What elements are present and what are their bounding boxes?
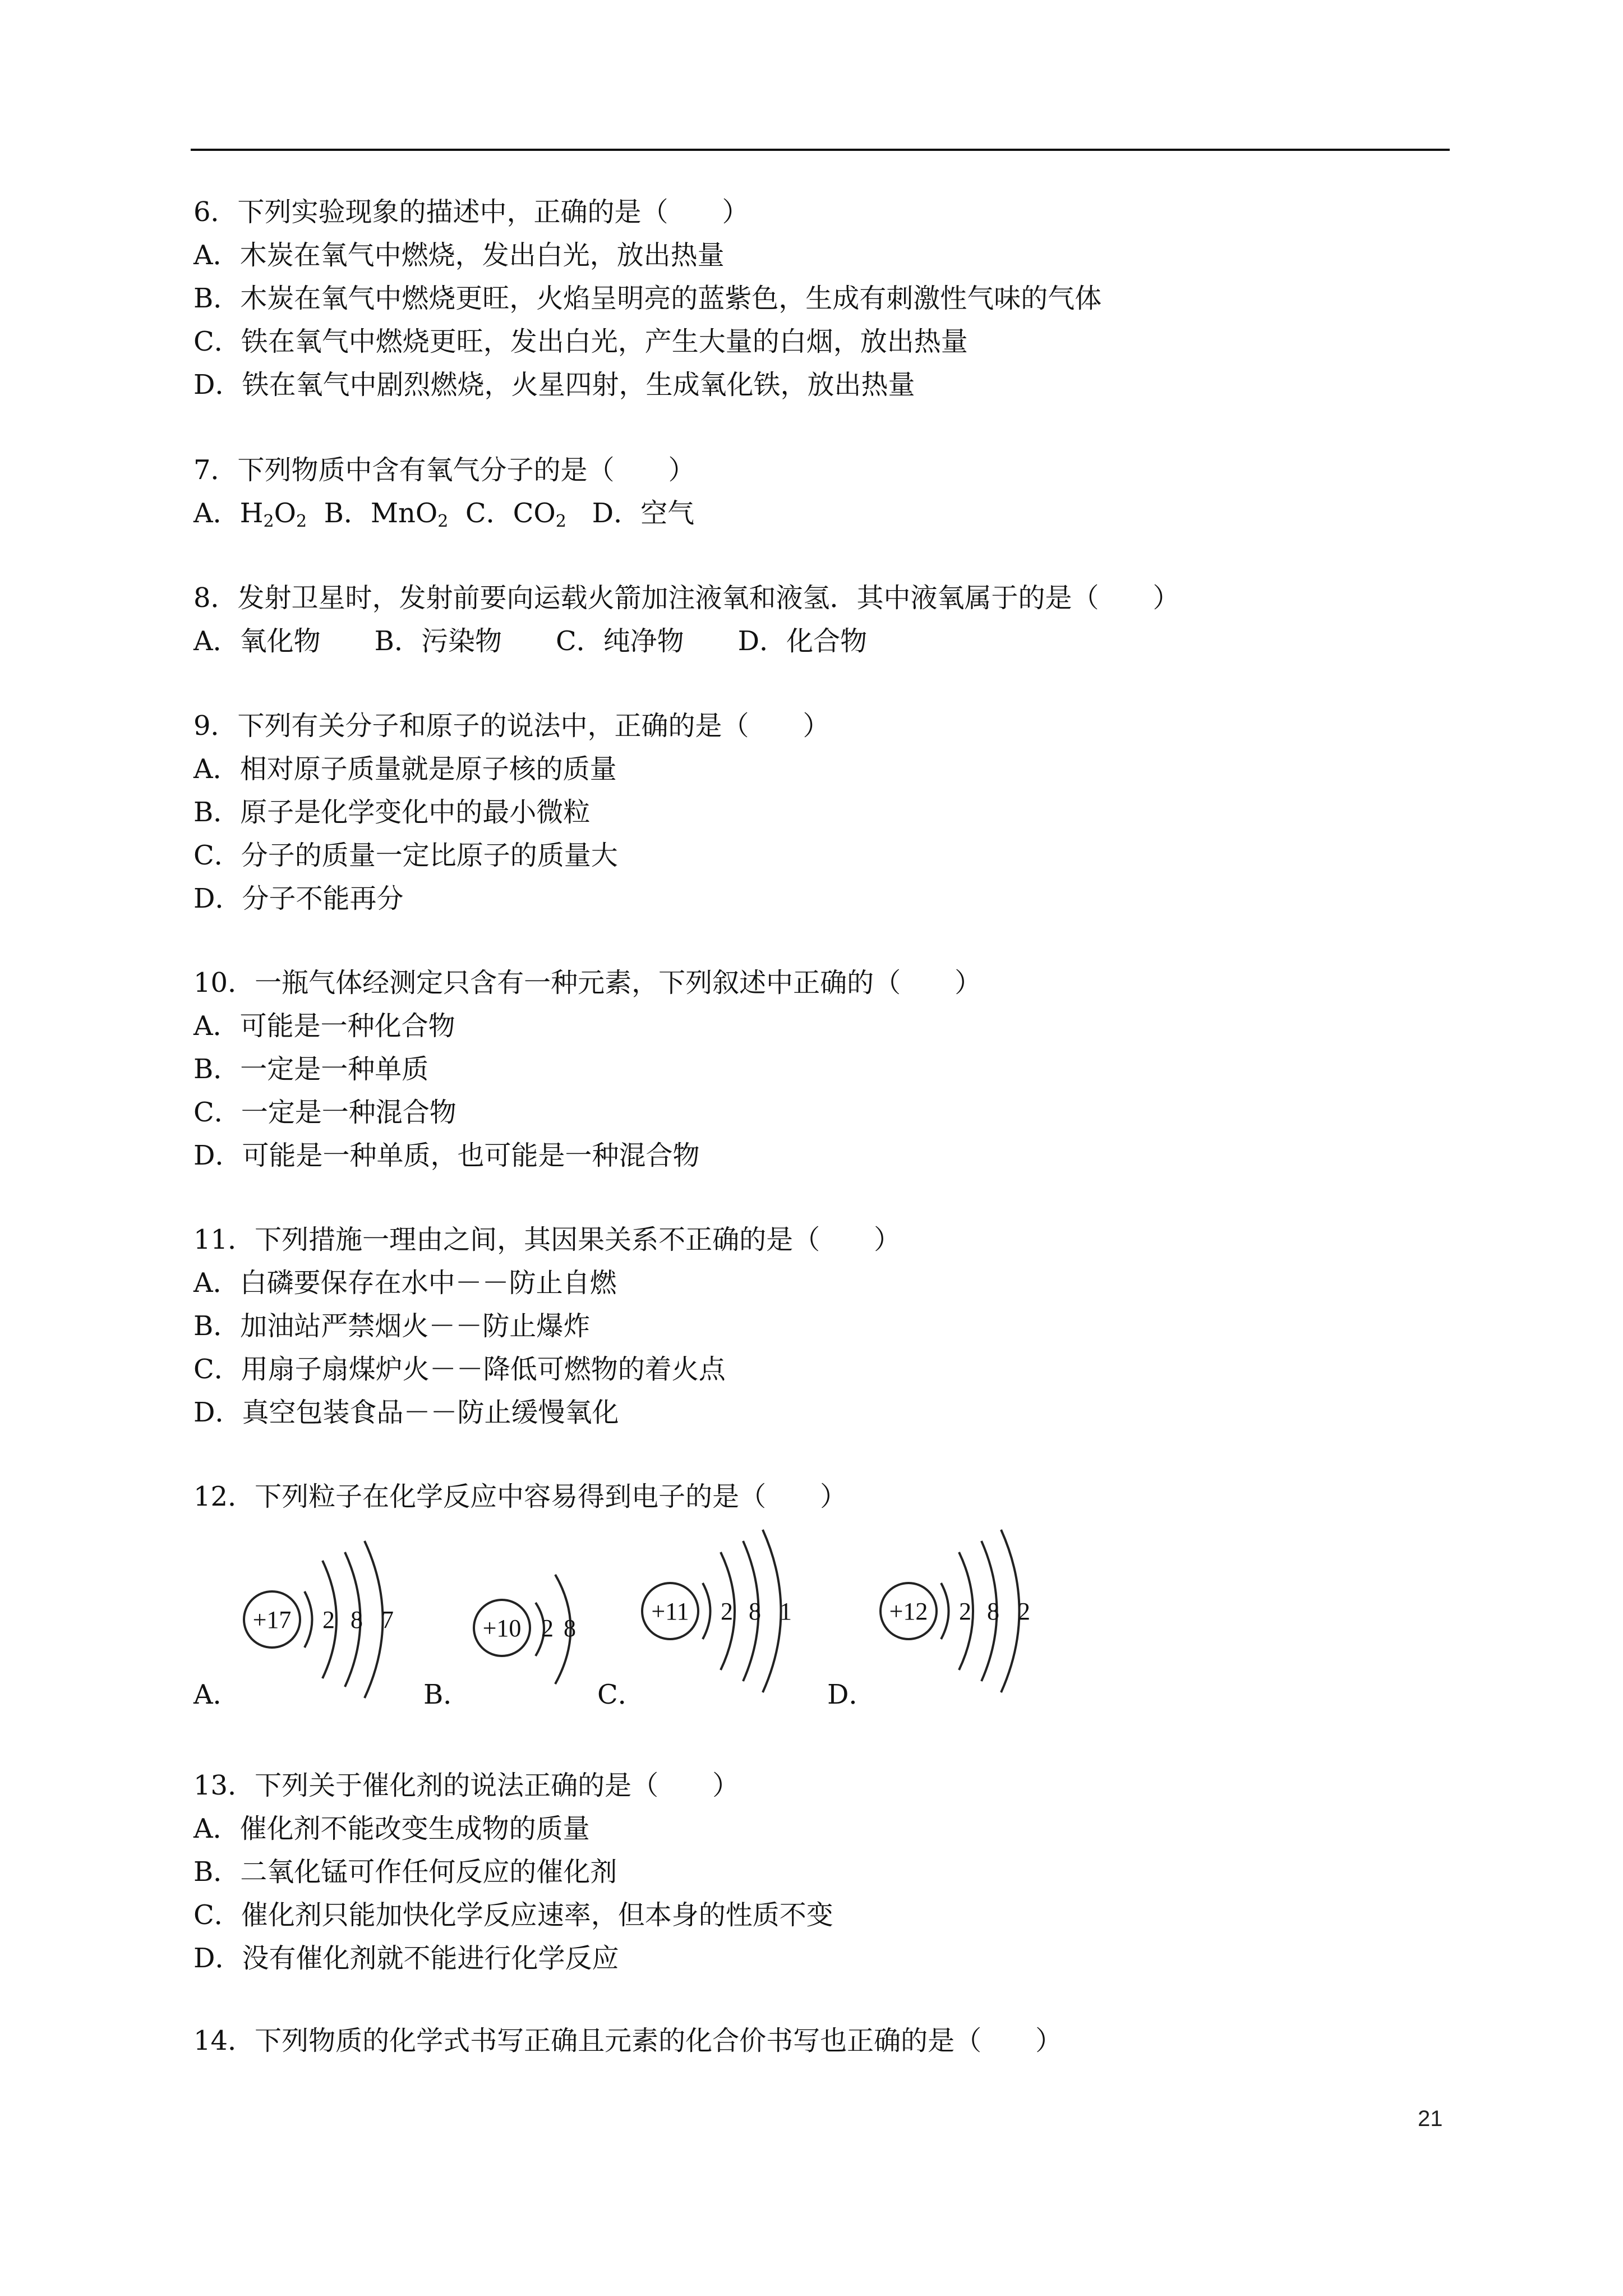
- option-a-text: A．H: [193, 498, 264, 529]
- option-a: A．可能是一种化合物: [193, 1010, 455, 1042]
- atom-diagram-d: [875, 1530, 1054, 1700]
- option-a-label: A．: [193, 1679, 240, 1710]
- option-b: B．一定是一种单质: [193, 1053, 429, 1085]
- electron-shell-arc: [763, 1530, 781, 1692]
- shell-count: 1: [780, 1598, 792, 1625]
- option-c-label: C．: [597, 1679, 645, 1710]
- option-d: D．分子不能再分: [193, 883, 404, 914]
- electron-shell-arc: [365, 1541, 383, 1698]
- subscript: 2: [296, 512, 307, 531]
- question-12: [193, 1475, 1450, 1715]
- question-14: [193, 2019, 1450, 2063]
- option-d: D．真空包装食品－－防止缓慢氧化: [193, 1397, 619, 1428]
- electron-shell-arc: [941, 1583, 949, 1639]
- question-10: [193, 961, 1450, 1177]
- option-d-text: D．空气: [566, 498, 695, 529]
- shell-count: 2: [959, 1598, 971, 1625]
- header-rule: [191, 149, 1450, 151]
- option-c: C．铁在氧气中燃烧更旺，发出白光，产生大量的白烟，放出热量: [193, 326, 968, 357]
- shell-count: 7: [381, 1606, 394, 1634]
- shell-count: 2: [721, 1598, 733, 1625]
- question-8: [193, 577, 1450, 663]
- atom-diagram-a: [238, 1530, 418, 1700]
- question-stem: 13．下列关于催化剂的说法正确的是（ ）: [193, 1770, 740, 1801]
- option-d: D．没有催化剂就不能进行化学反应: [193, 1943, 619, 1974]
- electron-shell-arc: [703, 1583, 711, 1639]
- subscript: 2: [555, 512, 566, 531]
- shell-count: 2: [1018, 1598, 1030, 1625]
- question-stem: 14．下列物质的化学式书写正确且元素的化合价书写也正确的是（ ）: [193, 2025, 1063, 2056]
- nucleus-charge: +10: [482, 1614, 522, 1642]
- option-d-label: D．: [827, 1679, 876, 1710]
- question-stem: 9．下列有关分子和原子的说法中，正确的是（ ）: [193, 710, 830, 742]
- question-7: [193, 449, 1450, 535]
- option-c-text: C．CO: [448, 498, 556, 529]
- question-9: [193, 705, 1450, 921]
- shell-count: 8: [987, 1598, 999, 1625]
- option-b-text: B．MnO: [307, 498, 438, 529]
- option-b: B．原子是化学变化中的最小微粒: [193, 797, 591, 828]
- question-stem: 10．一瓶气体经测定只含有一种元素，下列叙述中正确的（ ）: [193, 967, 982, 999]
- subscript: 2: [437, 512, 449, 531]
- subscript: 2: [263, 512, 274, 531]
- question-13: [193, 1764, 1450, 1980]
- atom-structure-diagrams: [193, 1530, 1450, 1715]
- atom-diagram-b: [468, 1558, 614, 1706]
- option-c: C．分子的质量一定比原子的质量大: [193, 840, 618, 871]
- question-stem: 7．下列物质中含有氧气分子的是（ ）: [193, 454, 695, 486]
- option-c: C．一定是一种混合物: [193, 1097, 457, 1128]
- question-stem: 11．下列措施一理由之间，其因果关系不正确的是（ ）: [193, 1224, 901, 1255]
- option-b: B．木炭在氧气中燃烧更旺，火焰呈明亮的蓝紫色，生成有刺激性气味的气体: [193, 283, 1102, 314]
- shell-count: 8: [749, 1598, 761, 1625]
- nucleus-charge: +11: [651, 1598, 689, 1625]
- option-b: B．二氧化锰可作任何反应的催化剂: [193, 1856, 617, 1888]
- shell-count: 2: [541, 1614, 554, 1642]
- option-a: A．催化剂不能改变生成物的质量: [193, 1813, 590, 1844]
- inline-options: [193, 492, 1450, 535]
- option-a: A．木炭在氧气中燃烧，发出白光，放出热量: [193, 240, 725, 271]
- question-stem: 6．下列实验现象的描述中，正确的是（ ）: [193, 196, 749, 228]
- option-c: C．催化剂只能加快化学反应速率，但本身的性质不变: [193, 1899, 833, 1931]
- option-d: D．可能是一种单质，也可能是一种混合物: [193, 1140, 700, 1171]
- atom-diagram-c: [637, 1530, 816, 1700]
- nucleus-charge: +17: [252, 1606, 292, 1634]
- option-d: D．铁在氧气中剧烈燃烧，火星四射，生成氧化铁，放出热量: [193, 369, 915, 401]
- option-a: A．相对原子质量就是原子核的质量: [193, 753, 617, 785]
- option-c: C．用扇子扇煤炉火－－降低可燃物的着火点: [193, 1354, 726, 1385]
- option-b-label: B．: [423, 1679, 471, 1710]
- option-a: A．白磷要保存在水中－－防止自燃: [193, 1267, 617, 1299]
- shell-count: 2: [322, 1606, 335, 1634]
- shell-count: 8: [564, 1614, 576, 1642]
- option-b: B．加油站严禁烟火－－防止爆炸: [193, 1310, 591, 1342]
- electron-shell-arc: [305, 1591, 312, 1648]
- nucleus-charge: +12: [889, 1598, 928, 1625]
- question-11: [193, 1218, 1450, 1434]
- option-a-text: O: [274, 498, 296, 529]
- electron-shell-arc: [1001, 1530, 1020, 1692]
- question-stem: 12．下列粒子在化学反应中容易得到电子的是（ ）: [193, 1481, 847, 1512]
- page-number: 21: [1418, 2106, 1443, 2131]
- inline-options: A．氧化物 B．污染物 C．纯净物 D．化合物: [193, 625, 868, 657]
- question-stem: 8．发射卫星时，发射前要向运载火箭加注液氧和液氢．其中液氧属于的是（ ）: [193, 582, 1180, 614]
- shell-count: 8: [351, 1606, 363, 1634]
- question-6: [193, 191, 1450, 407]
